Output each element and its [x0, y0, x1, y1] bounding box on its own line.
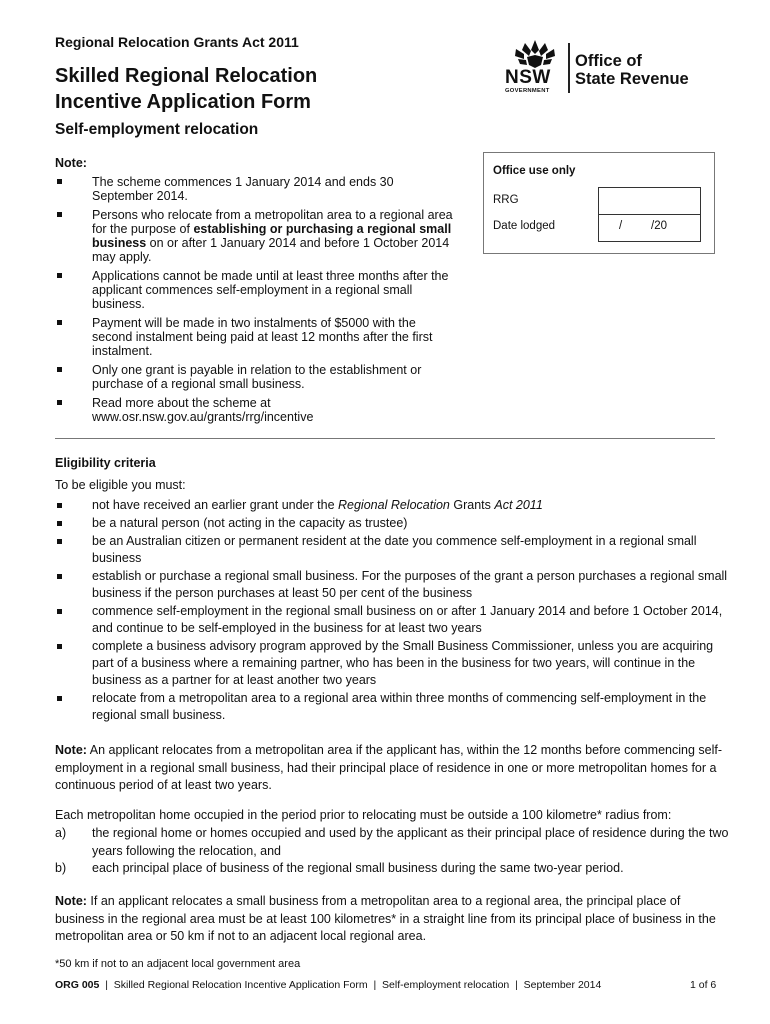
- radius-item-b: [55, 860, 733, 878]
- nsw-wordmark: NSW: [505, 67, 551, 88]
- eligibility-item: complete a business advisory program approved by the Small Business Commissioner, unless you are acquiring part of a business where a remaining partner, who has been in the business for two years, will continue in the business as a partner for at least another two years: [55, 638, 733, 689]
- footer-text: | Skilled Regional Relocation Incentive Application Form | Self-employment relocation | September 2014: [99, 979, 602, 991]
- eligibility-item: be a natural person (not acting in the capacity as trustee): [55, 515, 733, 532]
- form-code: ORG 005: [55, 979, 100, 991]
- radius-item-a: [55, 825, 733, 861]
- radius-item-a-marker: a): [55, 826, 67, 840]
- eligibility-heading: Eligibility criteria: [55, 456, 156, 470]
- eligibility-item: relocate from a metropolitan area to a regional area within three months of commencing self-employment in the regional small business.: [55, 690, 733, 724]
- date-year-prefix: /20: [651, 220, 667, 232]
- business-relocation-note: Note: If an applicant relocates a small business from a metropolitan area to a regional area, the principal place of business in the regional area must be at least 100 kilometres* in a straight line from its principal place of business in the metropolitan area or 50 km if not to an adjacent local regional area.: [55, 894, 716, 943]
- page-title-line-1: Skilled Regional Relocation: [55, 65, 318, 87]
- nsw-osr-logo: [505, 38, 725, 98]
- page-footer: [55, 979, 601, 991]
- date-lodged-label: Date lodged: [493, 220, 556, 232]
- waratah-icon: [505, 38, 565, 70]
- notes-heading: Note:: [55, 156, 87, 170]
- eligibility-item: be an Australian citizen or permanent resident at the date you commence self-employment in a regional small business: [55, 533, 733, 567]
- eligibility-intro: To be eligible you must:: [55, 478, 186, 492]
- radius-item-a-text: the regional home or homes occupied and used by the applicant as their principal place of residence during the two years following the relocation, and: [92, 826, 729, 858]
- logo-divider: [568, 43, 570, 93]
- office-use-title: Office use only: [493, 165, 576, 177]
- note-item: The scheme commences 1 January 2014 and ends 30 September 2014.: [55, 175, 455, 203]
- note-item: Read more about the scheme at www.osr.nsw.gov.au/grants/rrg/incentive: [55, 396, 455, 424]
- office-name-line-2: State Revenue: [575, 70, 689, 88]
- rrg-field[interactable]: [598, 187, 701, 215]
- radius-item-b-marker: b): [55, 861, 67, 875]
- note-item: Persons who relocate from a metropolitan area to a regional area for the purpose of establishing or purchasing a regional small business on or after 1 January 2014 and before 1 October 2014 may apply.: [55, 208, 455, 264]
- act-title: Regional Relocation Grants Act 2011: [55, 34, 299, 50]
- metropolitan-note: Note: An applicant relocates from a metropolitan area if the applicant has, within the 12 months before commencing self-employment in a regional small business, had their principal place of residence in one or more metropolitan homes for a continuous period of at least two years.: [55, 743, 723, 792]
- office-name: [575, 52, 689, 88]
- notes-list: [55, 175, 455, 429]
- eligibility-item: establish or purchase a regional small business. For the purposes of the grant a person purchases a regional small business if the person purchases at least 50 per cent of the business: [55, 568, 733, 602]
- radius-item-b-text: each principal place of business of the regional small business during the same two-year period.: [92, 861, 624, 875]
- eligibility-item: not have received an earlier grant under the Regional Relocation Grants Act 2011: [55, 497, 733, 514]
- note-item: Applications cannot be made until at least three months after the applicant commences self-employment in a regional small business.: [55, 269, 455, 311]
- note-item: Only one grant is payable in relation to the establishment or purchase of a regional small business.: [55, 363, 455, 391]
- page-title-line-2: Incentive Application Form: [55, 91, 311, 113]
- eligibility-item: commence self-employment in the regional small business on or after 1 January 2014 and before 1 October 2014, and continue to be self-employed in the business for at least two years: [55, 603, 733, 637]
- page-subtitle: Self-employment relocation: [55, 121, 259, 138]
- section-divider: [55, 438, 715, 439]
- date-separator: /: [619, 220, 623, 232]
- page-number: 1 of 6: [690, 979, 717, 991]
- footnote: *50 km if not to an adjacent local government area: [55, 958, 301, 970]
- radius-intro: Each metropolitan home occupied in the period prior to relocating must be outside a 100 kilometre* radius from:: [55, 808, 672, 822]
- office-name-line-1: Office of: [575, 52, 642, 70]
- page-title: [55, 63, 317, 115]
- rrg-label: RRG: [493, 194, 519, 206]
- government-label: GOVERNMENT: [505, 88, 550, 94]
- date-lodged-field[interactable]: [598, 214, 701, 242]
- note-item: Payment will be made in two instalments of $5000 with the second instalment being paid at least 12 months after the first instalment.: [55, 316, 455, 358]
- eligibility-list: [55, 497, 733, 725]
- office-use-box: [483, 152, 715, 254]
